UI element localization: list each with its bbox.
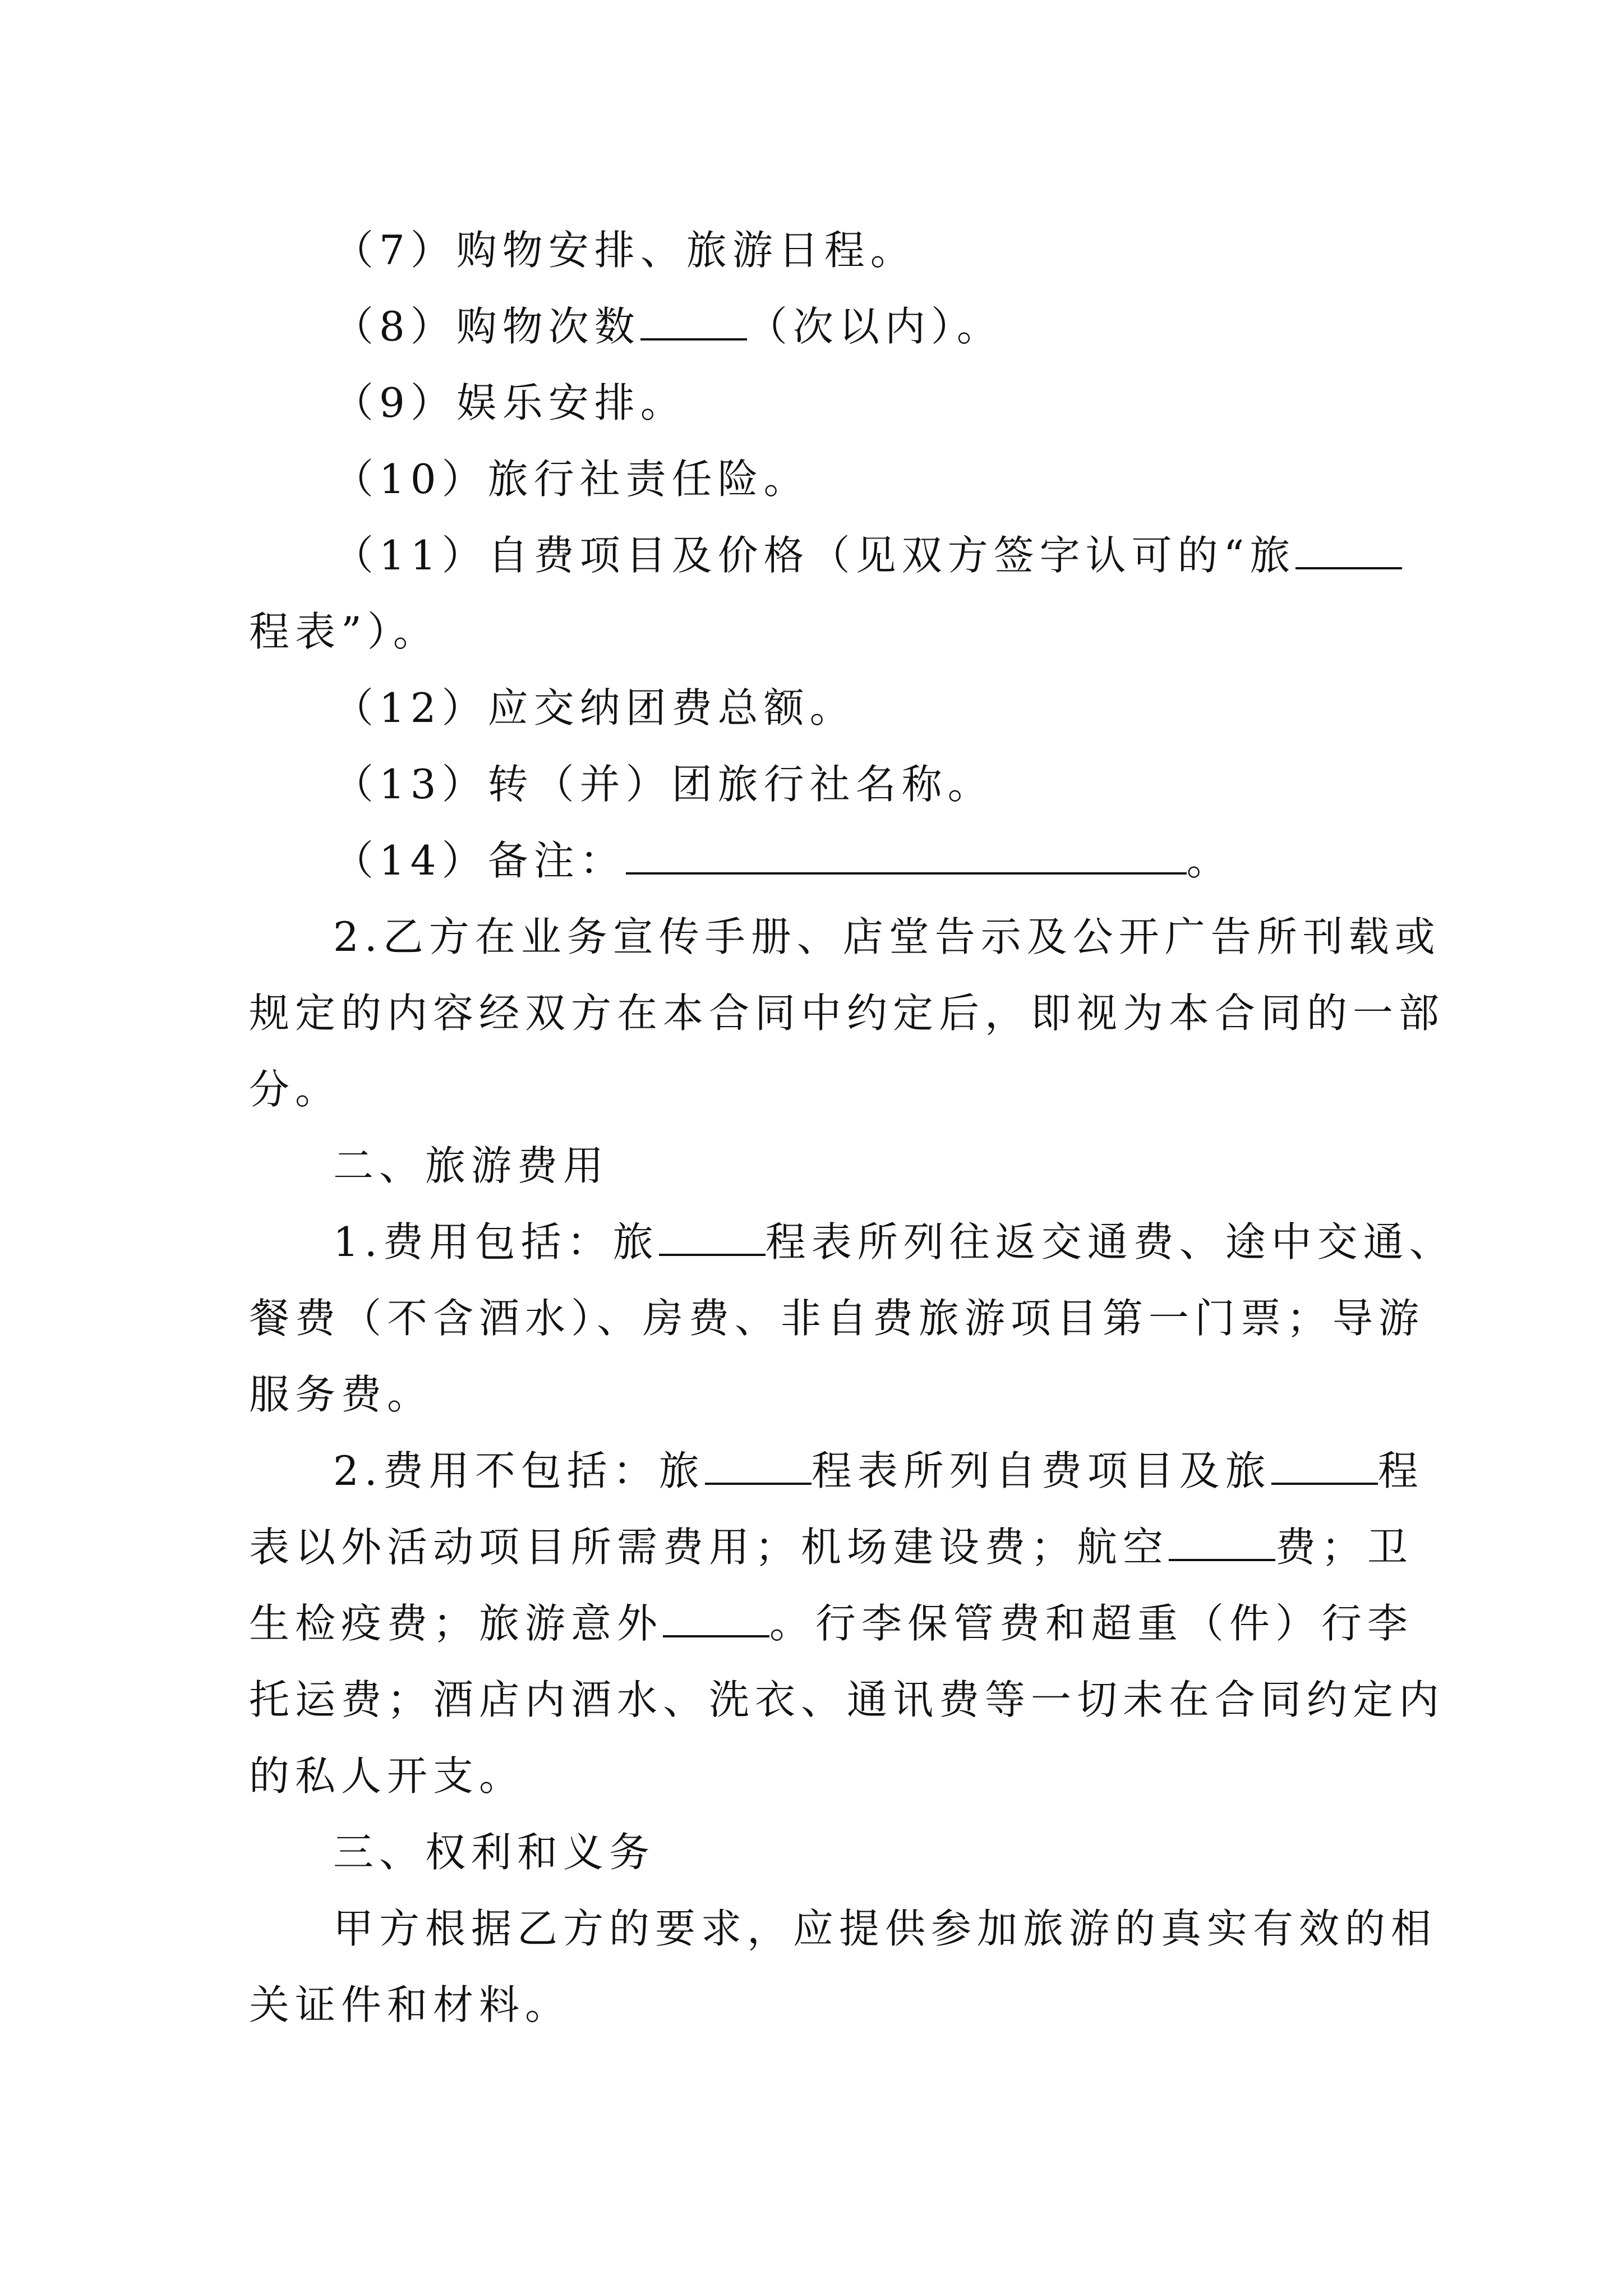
- paragraph-2-text-3: 分。: [249, 1066, 342, 1113]
- fee-included-text-1a: 1.费用包括：旅: [333, 1218, 659, 1266]
- item-12: [249, 670, 1391, 746]
- aviation-blank[interactable]: [1169, 1523, 1275, 1561]
- contract-body: [249, 212, 1455, 2043]
- shopping-count-blank[interactable]: [640, 302, 747, 341]
- itinerary-blank[interactable]: [1295, 531, 1402, 569]
- item-11-line-2: [249, 593, 1391, 670]
- item-7: [249, 212, 1391, 288]
- section-2-heading: [249, 1128, 1391, 1204]
- fee-included-line-3: [249, 1356, 1391, 1433]
- fee-excluded-text-5: 的私人开支。: [249, 1752, 525, 1800]
- rights-text-2: 关证件和材料。: [249, 1981, 571, 2028]
- item-13-text: （13）转（并）团旅行社名称。: [333, 761, 994, 808]
- item-14-suffix: 。: [1186, 837, 1233, 884]
- item-8-text: （8）购物次数: [333, 303, 640, 350]
- insurance-blank[interactable]: [663, 1599, 769, 1637]
- item-11-continuation: 程表”）。: [249, 608, 439, 655]
- fee-included-line-2: [249, 1280, 1425, 1356]
- item-11-text: （11）自费项目及价格（见双方签字认可的“旅: [333, 532, 1296, 579]
- item-10: [249, 441, 1391, 517]
- rights-line-1: [249, 1890, 1437, 1967]
- paragraph-2-line-1: [249, 899, 1441, 975]
- fee-excluded-line-3: [249, 1585, 1414, 1662]
- item-10-text: （10）旅行社责任险。: [333, 455, 810, 503]
- remarks-blank[interactable]: [626, 836, 1187, 875]
- item-14: [249, 822, 1391, 899]
- paragraph-2-line-2: [249, 975, 1445, 1051]
- fee-excluded-text-2a: 表以外活动项目所需费用；机场建设费；航空: [249, 1524, 1169, 1571]
- fee-excluded-text-4: 托运费；酒店内酒水、洗衣、通讯费等一切未在合同约定内: [249, 1676, 1445, 1723]
- paragraph-2-text-1: 2.乙方在业务宣传手册、店堂告示及公开广告所刊载或: [333, 913, 1441, 960]
- fee-excluded-text-1b: 程表所列自费项目及旅: [811, 1447, 1271, 1494]
- fee-excluded-line-4: [249, 1662, 1445, 1738]
- section-3-heading: [249, 1814, 1391, 1890]
- fee-excluded-text-1c: 程: [1377, 1447, 1424, 1494]
- section-2-title: 二、旅游费用: [333, 1142, 610, 1189]
- itinerary-blank[interactable]: [705, 1447, 811, 1485]
- paragraph-2-line-3: [249, 1051, 1391, 1128]
- item-9-text: （9）娱乐安排。: [333, 379, 686, 426]
- item-13: [249, 746, 1391, 822]
- item-9: [249, 365, 1391, 441]
- fee-excluded-text-3a: 生检疫费；旅游意外: [249, 1600, 663, 1647]
- item-7-text: （7）购物安排、旅游日程。: [333, 227, 916, 274]
- item-11-line-1: [249, 517, 1391, 593]
- item-8-suffix: （次以内）。: [746, 303, 1003, 350]
- fee-excluded-line-5: [249, 1738, 1391, 1814]
- item-12-text: （12）应交纳团费总额。: [333, 684, 856, 731]
- fee-included-text-1b: 程表所列往返交通费、途中交通、: [765, 1218, 1455, 1266]
- item-14-text: （14）备注：: [333, 837, 626, 884]
- fee-included-text-3: 服务费。: [249, 1371, 434, 1418]
- fee-excluded-text-1a: 2.费用不包括：旅: [333, 1447, 705, 1494]
- itinerary-blank[interactable]: [659, 1218, 766, 1256]
- fee-excluded-line-2: [249, 1509, 1414, 1585]
- fee-excluded-text-2b: 费；卫: [1275, 1524, 1414, 1571]
- fee-included-line-1: [249, 1204, 1455, 1280]
- item-8: [249, 288, 1391, 365]
- itinerary-blank[interactable]: [1271, 1447, 1378, 1485]
- section-3-title: 三、权利和义务: [333, 1829, 656, 1876]
- rights-text-1: 甲方根据乙方的要求，应提供参加旅游的真实有效的相: [333, 1905, 1437, 1952]
- fee-included-text-2: 餐费（不含酒水）、房费、非自费旅游项目第一门票；导游: [249, 1295, 1425, 1342]
- rights-line-2: [249, 1967, 1391, 2043]
- fee-excluded-line-1: [249, 1433, 1424, 1509]
- fee-excluded-text-3b: 。行李保管费和超重（件）行李: [769, 1600, 1414, 1647]
- paragraph-2-text-2: 规定的内容经双方在本合同中约定后，即视为本合同的一部: [249, 990, 1445, 1037]
